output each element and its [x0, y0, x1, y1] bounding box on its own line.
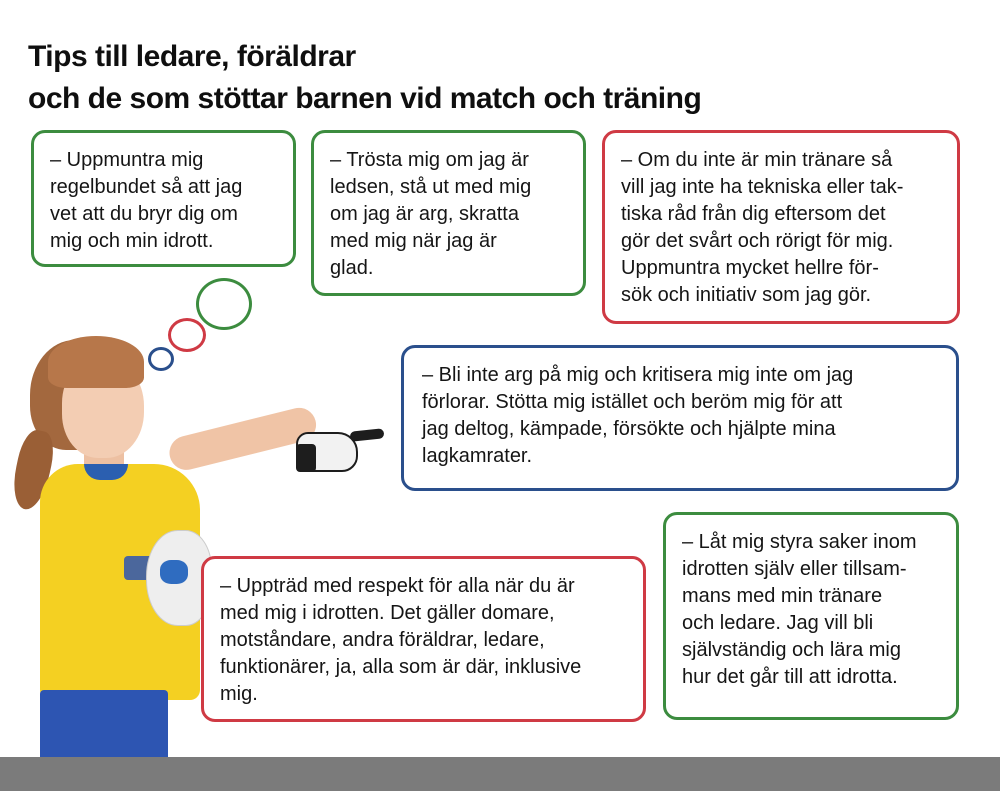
tip-line: – Låt mig styra saker inom	[682, 531, 917, 553]
footer-bar	[0, 757, 1000, 791]
tip-line: tiska råd från dig eftersom det	[621, 203, 886, 225]
football-patch	[160, 560, 188, 584]
tip-bubble-respect	[201, 556, 646, 722]
tip-line: idrotten själv eller tillsam-	[682, 558, 907, 580]
tip-line: Uppmuntra mycket hellre för-	[621, 257, 879, 279]
tip-bubble-comfort	[311, 130, 586, 296]
tip-line: mans med min tränare	[682, 585, 883, 607]
pointing-finger	[350, 428, 385, 441]
tip-line: regelbundet så att jag	[50, 176, 243, 198]
tip-line: sök och initiativ som jag gör.	[621, 284, 872, 306]
title-line-1: Tips till ledare, föräldrar	[28, 40, 356, 73]
tip-line: och ledare. Jag vill bli	[682, 612, 874, 634]
tip-bubble-no-tactics	[602, 130, 960, 324]
girl-shorts	[40, 690, 168, 757]
girl-hair-top	[48, 336, 144, 388]
tip-line: om jag är arg, skratta	[330, 203, 519, 225]
tip-line: jag deltog, kämpade, försökte och hjälpte mina	[422, 418, 836, 440]
tip-line: funktionärer, ja, alla som är där, inklusive	[220, 656, 582, 678]
tip-line: med mig i idrotten. Det gäller domare,	[220, 602, 555, 624]
tip-line: vill jag inte ha tekniska eller tak-	[621, 176, 904, 198]
tip-bubble-encourage	[31, 130, 296, 267]
tip-line: förlorar. Stötta mig istället och beröm mig för att	[422, 391, 843, 413]
tip-line: glad.	[330, 257, 374, 279]
tip-line: – Om du inte är min tränare så	[621, 149, 893, 171]
tip-line: mig.	[220, 683, 258, 705]
thought-circle-medium	[168, 318, 206, 352]
title-line-2: och de som stöttar barnen vid match och träning	[28, 82, 702, 115]
tip-line: motståndare, andra föräldrar, ledare,	[220, 629, 545, 651]
glove-cuff	[296, 444, 316, 472]
tip-bubble-independence	[663, 512, 959, 720]
tip-line: – Bli inte arg på mig och kritisera mig inte om jag	[422, 364, 854, 386]
thought-circle-large	[196, 278, 252, 330]
tip-line: – Uppmuntra mig	[50, 149, 204, 171]
tip-line: lagkamrater.	[422, 445, 533, 467]
tip-line: hur det går till att idrotta.	[682, 666, 898, 688]
tip-line: självständig och lära mig	[682, 639, 901, 661]
tip-line: – Uppträd med respekt för alla när du är	[220, 575, 575, 597]
tip-line: vet att du bryr dig om	[50, 203, 238, 225]
tip-bubble-dont-criticize	[401, 345, 959, 491]
tip-line: gör det svårt och rörigt för mig.	[621, 230, 894, 252]
tip-line: ledsen, stå ut med mig	[330, 176, 532, 198]
tip-line: – Trösta mig om jag är	[330, 149, 529, 171]
tip-line: mig och min idrott.	[50, 230, 214, 252]
thought-circle-small	[148, 347, 174, 371]
tip-line: med mig när jag är	[330, 230, 497, 252]
